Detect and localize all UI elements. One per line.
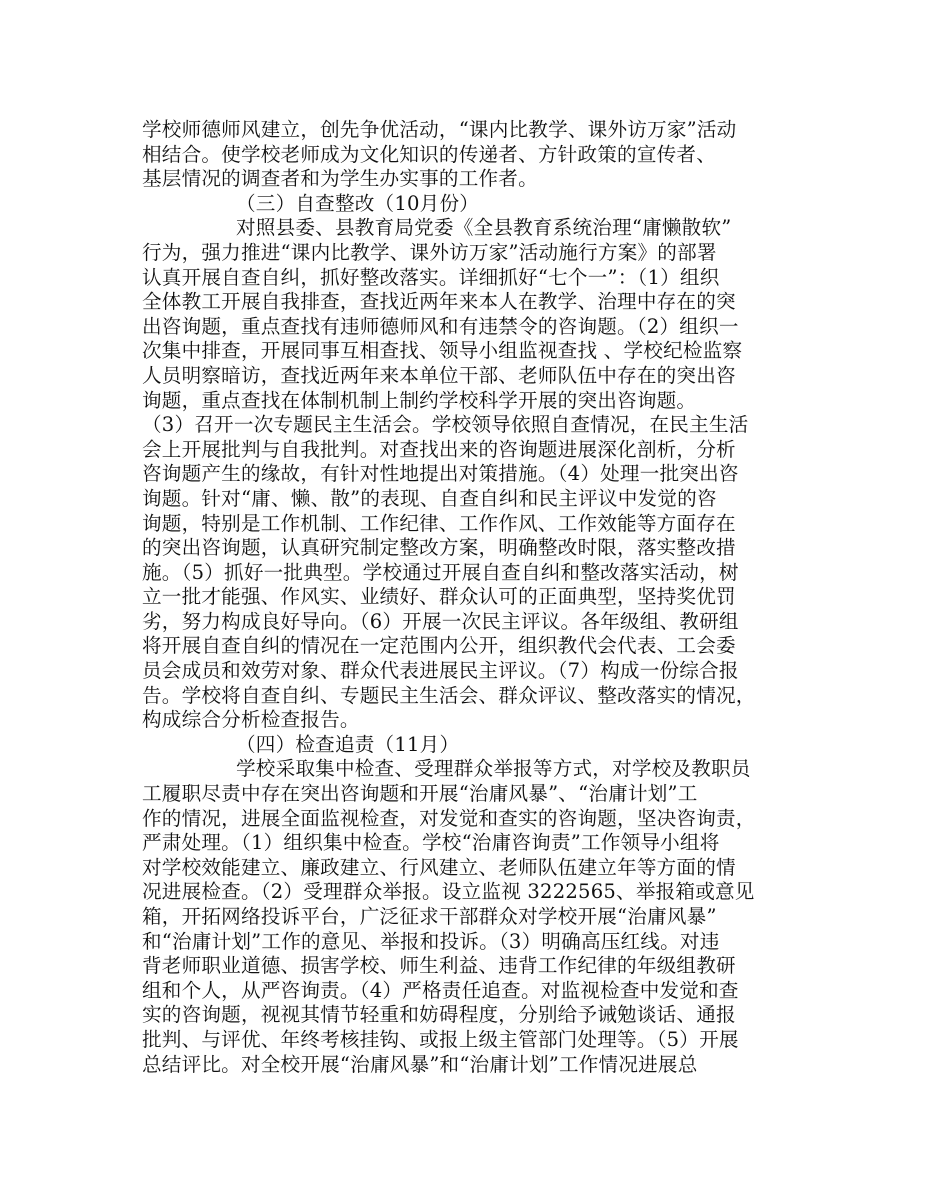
text-line: 对照县委、县教育局党委《全县教育系统治理“庸懒散软” <box>236 216 732 240</box>
text-line: 总结评比。对全校开展“治庸风暴”和“治庸计划”工作情况进展总 <box>142 1052 698 1076</box>
text-line: 认真开展自查自纠，抓好整改落实。详细抓好“七个一”：（1）组织 <box>142 265 720 289</box>
text-line: 学校采取集中检查、受理群众举报等方式，对学校及教职员 <box>236 757 751 781</box>
text-line: 实的咨询题，视视其情节轻重和妨碍程度，分别给予诫勉谈话、通报 <box>142 1003 736 1027</box>
text-line: 作的情况，进展全面监视检查，对发觉和查实的咨询题，坚决咨询责， <box>142 806 756 830</box>
text-line: 会上开展批判与自我批判。对查找出来的咨询题进展深化剖析，分析 <box>142 437 736 461</box>
document-body <box>142 118 810 1077</box>
text-line: 工履职尽责中存在突出咨询题和开展“治庸风暴”、“治庸计划”工 <box>142 782 698 806</box>
text-line: 严肃处理。（1）组织集中检查。学校“治庸咨询责”工作领导小组将 <box>142 831 720 855</box>
body-paragraph <box>142 118 810 192</box>
body-paragraph <box>142 216 810 732</box>
text-line: 全体教工开展自我排查，查找近两年来本人在教学、治理中存在的突 <box>142 290 736 314</box>
text-line: 次集中排查，开展同事互相查找、领导小组监视查找 、学校纪检监察 <box>142 339 743 363</box>
text-line: 咨询题产生的缘故，有针对性地提出对策措施。（4）处理一批突出咨 <box>142 462 739 486</box>
text-line: 告。学校将自查自纠、专题民主生活会、群众评议、整改落实的情况， <box>142 683 756 707</box>
text-line: 的突出咨询题，认真研究制定整改方案，明确整改时限，落实整改措 <box>142 536 736 560</box>
text-line: 出咨询题，重点查找有违师德师风和有违禁令的咨询题。（2）组织一 <box>142 314 739 338</box>
text-line: 况进展检查。（2）受理群众举报。设立监视 3222565、举报箱或意见 <box>142 880 755 904</box>
text-line: 学校师德师风建立，创先争优活动，“课内比教学、课外访万家”活动 <box>142 118 737 141</box>
text-line: 行为，强力推进“课内比教学、课外访万家”活动施行方案》的部署 <box>142 240 717 264</box>
body-paragraph <box>142 757 810 1077</box>
text-line: 和“治庸计划”工作的意见、举报和投诉。（3）明确高压红线。对违 <box>142 929 720 953</box>
text-line: （3）召开一次专题民主生活会。学校领导依照自查情况，在民主生活 <box>142 413 749 437</box>
text-line: 劣，努力构成良好导向。（6）开展一次民主评议。各年级组、教研组 <box>142 609 739 633</box>
text-line: 询题。针对“庸、懒、散”的表现、自查自纠和民主评议中发觉的咨 <box>142 486 717 510</box>
text-line: 构成综合分析检查报告。 <box>142 708 360 732</box>
text-line: 相结合。使学校老师成为文化知识的传递者、方针政策的宣传者、 <box>142 142 717 166</box>
text-line: 询题，重点查找在体制机制上制约学校科学开展的突出咨询题。 <box>142 388 697 412</box>
text-line: 询题，特别是工作机制、工作纪律、工作作风、工作效能等方面存在 <box>142 511 736 535</box>
section-heading-4: （四）检查追责（11月） <box>236 732 460 756</box>
text-line: 对学校效能建立、廉政建立、行风建立、老师队伍建立年等方面的情 <box>142 855 736 879</box>
section-heading-3: （三）自查整改（10月份） <box>236 191 480 215</box>
text-line: 组和个人，从严咨询责。（4）严格责任追查。对监视检查中发觉和查 <box>142 978 739 1002</box>
text-line: 背老师职业道德、损害学校、师生利益、违背工作纪律的年级组教研 <box>142 954 736 978</box>
text-line: 箱，开拓网络投诉平台，广泛征求干部群众对学校开展“治庸风暴” <box>142 905 717 928</box>
text-line: 基层情况的调查者和为学生办实事的工作者。 <box>142 167 538 191</box>
text-line: 将开展自查自纠的情况在一定范围内公开，组织教代会代表、工会委 <box>142 634 736 658</box>
text-line: 施。（5）抓好一批典型。学校通过开展自查自纠和整改落实活动，树 <box>142 560 739 584</box>
text-line: 批判、与评优、年终考核挂钩、或报上级主管部门处理等。（5）开展 <box>142 1027 739 1051</box>
text-line: 人员明察暗访，查找近两年来本单位干部、老师队伍中存在的突出咨 <box>142 363 736 387</box>
text-line: 立一批才能强、作风实、业绩好、群众认可的正面典型，坚持奖优罚 <box>142 585 736 609</box>
text-line: 员会成员和效劳对象、群众代表进展民主评议。（7）构成一份综合报 <box>142 659 739 683</box>
